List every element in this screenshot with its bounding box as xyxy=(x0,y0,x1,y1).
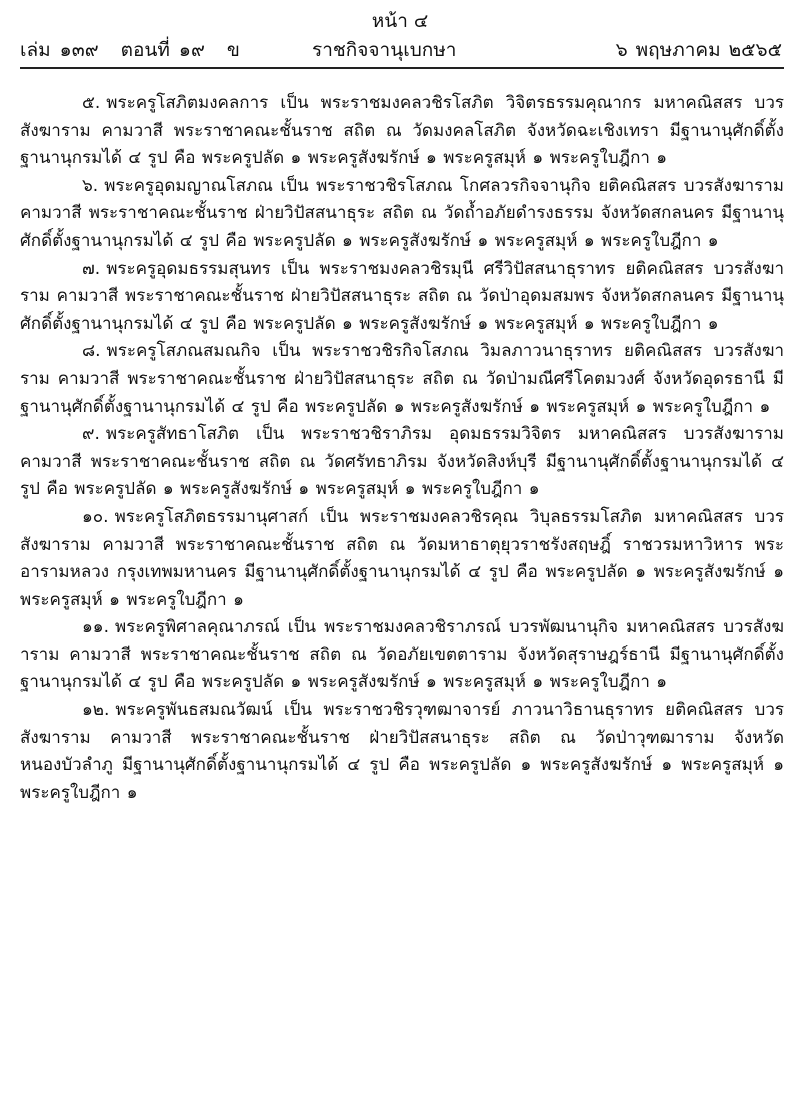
header-divider xyxy=(20,67,784,69)
item-number: ๙. xyxy=(82,424,100,445)
section-type: ข xyxy=(226,39,240,61)
item-text: พระครูโสภณสมณกิจ เป็น พระราชวชิรกิจโสภณ วิมลภาวนาธุราทร ยติคณิสสร บวรสังฆาราม คามวาสี พระราชาคณะชั้นราช ฝ่ายวิปัสสนาธุระ สถิต ณ วัดป่ามณีศรีโคตมวงศ์ จังหวัดอุดรธานี มีฐานานุศักดิ์ตั้งฐานานุกรมได้ ๔ รูป คือ พระครูปลัด ๑ พระครูสังฆรักษ์ ๑ พระครูสมุห์ ๑ พระครูใบฎีกา ๑ xyxy=(20,341,784,417)
item-number: ๕. xyxy=(82,93,101,113)
item-text: พระครูโสภิตมงคลการ เป็น พระราชมงคลวชิรโสภิต วิจิตรธรรมคุณากร มหาคณิสสร บวรสังฆาราม คามวาสี พระราชาคณะชั้นราช สถิต ณ วัดมงคลโสภิต จังหวัดฉะเชิงเทรา มีฐานานุศักดิ์ตั้งฐานานุกรมได้ ๔ รูป คือ พระครูปลัด ๑ พระครูสังฆรักษ์ ๑ พระครูสมุห์ ๑ พระครูใบฎีกา ๑ xyxy=(20,93,784,169)
item-text: พระครูพิศาลคุณาภรณ์ เป็น พระราชมงคลวชิราภรณ์ บวรพัฒนานุกิจ มหาคณิสสร บวรสังฆาราม คามวาสี พระราชาคณะชั้นราช สถิต ณ วัดอภัยเขตตาราม จังหวัดสุราษฎร์ธานี มีฐานานุศักดิ์ตั้งฐานานุกรมได้ ๔ รูป คือ พระครูปลัด ๑ พระครูสังฆรักษ์ ๑ พระครูสมุห์ ๑ พระครูใบฎีกา ๑ xyxy=(20,617,784,693)
item-number: ๑๐. xyxy=(82,506,109,527)
item-number: ๑๒. xyxy=(82,700,110,721)
date-day: ๖ xyxy=(615,39,628,61)
item-text: พระครูอุดมญาณโสภณ เป็น พระราชวชิรโสภณ โกศลวรกิจจานุกิจ ยติคณิสสร บวรสังฆาราม คามวาสี พระราชาคณะชั้นราช ฝ่ายวิปัสสนาธุระ สถิต ณ วัดถ้ำอภัยดำรงธรรม จังหวัดสกลนคร มีฐานานุศักดิ์ตั้งฐานานุกรมได้ ๔ รูป คือ พระครูปลัด ๑ พระครูสังฆรักษ์ ๑ พระครูสมุห์ ๑ พระครูใบฎีกา ๑ xyxy=(20,175,784,251)
item-number: ๗. xyxy=(82,258,101,279)
item-text: พระครูอุดมธรรมสุนทร เป็น พระราชมงคลวชิรมุนี ศรีวิปัสสนาธุราทร ยติคณิสสร บวรสังฆาราม คามวาสี พระราชาคณะชั้นราช ฝ่ายวิปัสสนาธุระ สถิต ณ วัดป่าอุดมสมพร จังหวัดสกลนคร มีฐานานุศักดิ์ตั้งฐานานุกรมได้ ๔ รูป คือ พระครูปลัด ๑ พระครูสังฆรักษ์ ๑ พระครูสมุห์ ๑ พระครูใบฎีกา ๑ xyxy=(20,258,784,334)
paragraph-item xyxy=(20,256,784,339)
volume-label: เล่ม xyxy=(20,39,51,61)
section-number: ๑๙ xyxy=(178,39,205,61)
date-month: พฤษภาคม xyxy=(635,39,721,61)
document-body xyxy=(20,90,784,807)
item-text: พระครูโสภิตธรรมานุศาสก์ เป็น พระราชมงคลวชิรคุณ วิบุลธรรมโสภิต มหาคณิสสร บวรสังฆาราม คามวาสี พระราชาคณะชั้นราช สถิต ณ วัดมหาธาตุยุวราชรังสฤษฎิ์ ราชวรมหาวิหาร พระอารามหลวง กรุงเทพมหานคร มีฐานานุศักดิ์ตั้งฐานานุกรมได้ ๔ รูป คือ พระครูปลัด ๑ พระครูสังฆรักษ์ ๑ พระครูสมุห์ ๑ พระครูใบฎีกา ๑ xyxy=(20,506,784,610)
paragraph-item xyxy=(20,338,784,421)
paragraph-item xyxy=(20,614,784,697)
item-number: ๖. xyxy=(82,175,99,196)
publication-title: ราชกิจจานุเบกษา xyxy=(312,39,457,61)
date-year: ๒๕๖๕ xyxy=(728,39,782,61)
page-number: หน้า ๔ xyxy=(371,10,429,32)
issue-info xyxy=(20,37,249,63)
paragraph-item xyxy=(20,173,784,256)
paragraph-item xyxy=(20,421,784,504)
item-text: พระครูสัทธาโสภิต เป็น พระราชวชิราภิรม อุดมธรรมวิจิตร มหาคณิสสร บวรสังฆาราม คามวาสี พระราชาคณะชั้นราช สถิต ณ วัดศรัทธาภิรม จังหวัดสิงห์บุรี มีฐานานุศักดิ์ตั้งฐานานุกรมได้ ๔ รูป คือ พระครูปลัด ๑ พระครูสังฆรักษ์ ๑ พระครูสมุห์ ๑ พระครูใบฎีกา ๑ xyxy=(20,424,784,500)
gazette-header xyxy=(20,37,782,63)
item-number: ๘. xyxy=(82,341,101,362)
section-label: ตอนที่ xyxy=(120,39,170,61)
item-text: พระครูพันธสมณวัฒน์ เป็น พระราชวชิรวุฑฒาจารย์ ภาวนาวิธานธุราทร ยติคณิสสร บวรสังฆาราม คามวาสี พระราชาคณะชั้นราช ฝ่ายวิปัสสนาธุระ สถิต ณ วัดป่าวุฑฒาราม จังหวัดหนองบัวลำภู มีฐานานุศักดิ์ตั้งฐานานุกรมได้ ๔ รูป คือ พระครูปลัด ๑ พระครูสังฆรักษ์ ๑ พระครูสมุห์ ๑ พระครูใบฎีกา ๑ xyxy=(20,700,784,803)
publication-date xyxy=(608,37,782,63)
paragraph-item xyxy=(20,504,784,614)
paragraph-item xyxy=(20,90,784,173)
volume-number: ๑๓๙ xyxy=(59,39,99,61)
item-number: ๑๑. xyxy=(82,617,109,638)
paragraph-item xyxy=(20,697,784,807)
